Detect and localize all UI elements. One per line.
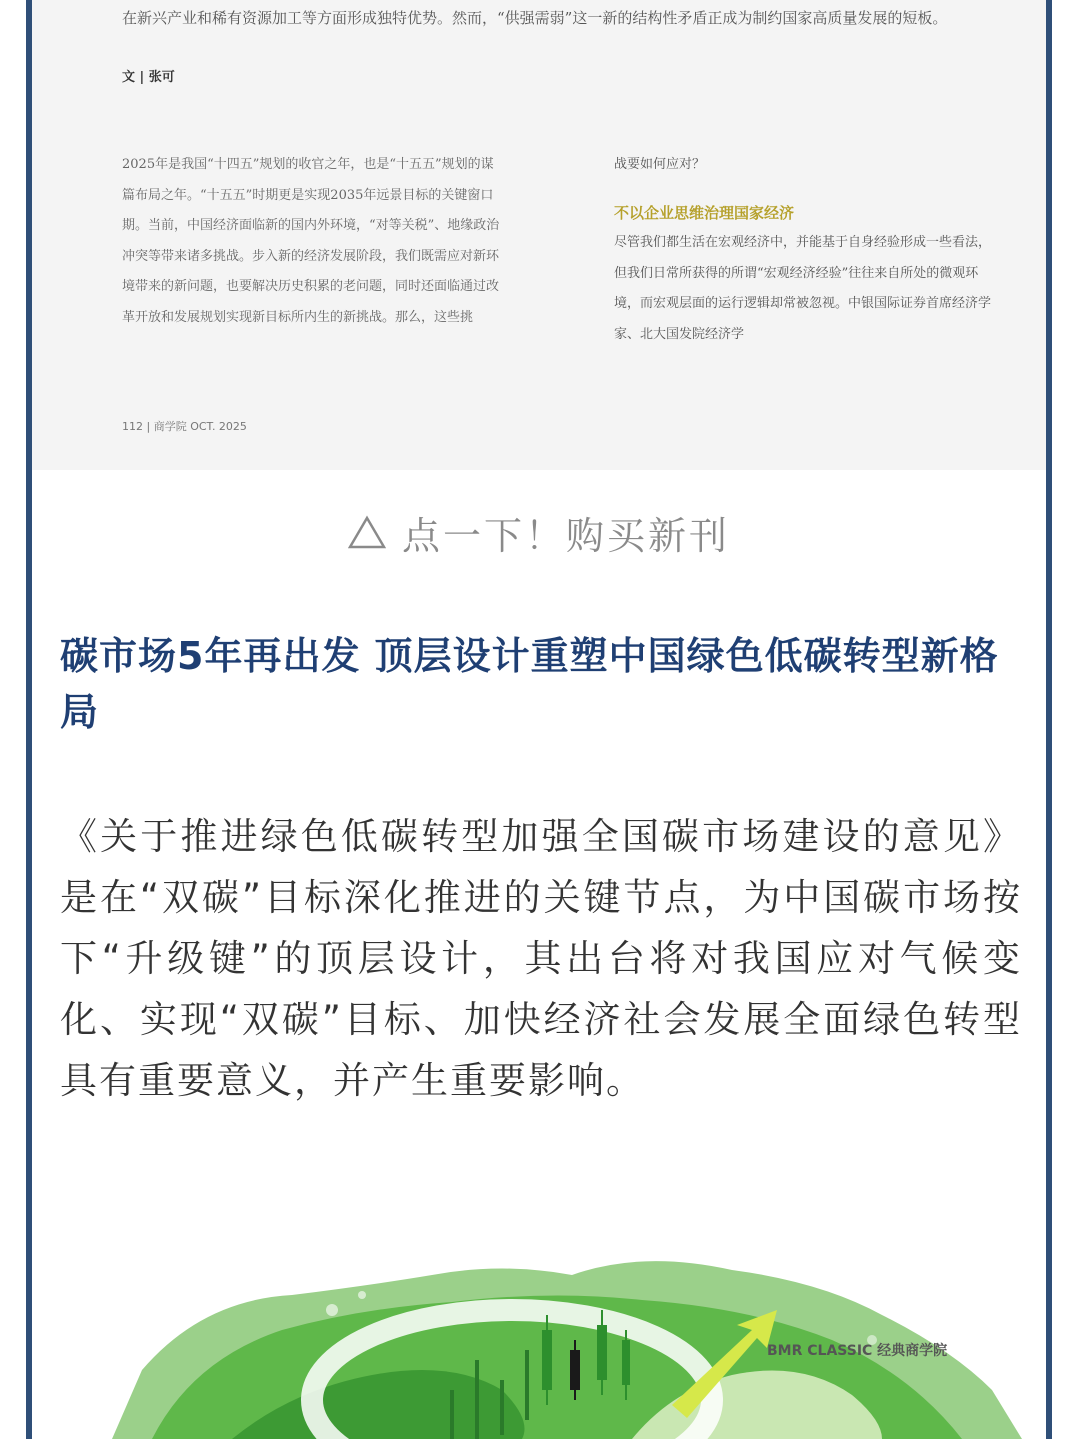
frame-border-right xyxy=(1046,0,1052,1439)
magazine-folio: 112 | 商学院 OCT. 2025 xyxy=(122,420,247,433)
cover-illustration-graphic xyxy=(32,1190,1046,1439)
magazine-subheading: 不以企业思维治理国家经济 xyxy=(614,203,795,222)
magazine-column-left: 2025年是我国“十四五”规划的收官之年，也是“十五五”规划的谋篇布局之年。“十五五”时期更是实现2035年远景目标的关键窗口期。当前，中国经济面临新的国内外环境，“对等关税”、地缘政治冲突等带来诸多挑战。步入新的经济发展阶段，我们既需应对新环境带来的新问题，也要解决历史积累的老问题，同时还面临通过改革开放和发展规划实现新目标所内生的新挑战。那么，这些挑 xyxy=(122,157,500,325)
magazine-byline: 文 | 张可 xyxy=(122,70,175,85)
triangle-up-icon xyxy=(348,514,386,558)
buy-link-label: 点一下！购买新刊 xyxy=(401,514,730,558)
magazine-column-right-body: 尽管我们都生活在宏观经济中，并能基于自身经验形成一些看法，但我们日常所获得的所谓“宏观经济经验”往往来自所处的微观环境，而宏观层面的运行逻辑却常被忽视。中银国际证券首席经济学家、北大国发院经济学 xyxy=(614,235,992,342)
cover-brand-mark: BMR CLASSIC 经典商学院 xyxy=(767,1343,948,1359)
article-lead-paragraph: 《关于推进绿色低碳转型加强全国碳市场建设的意见》是在“双碳”目标深化推进的关键节点，为中国碳市场按下“升级键”的顶层设计，其出台将对我国应对气候变化、实现“双碳”目标、加快经济社会发展全面绿色转型具有重要意义，并产生重要影响。 xyxy=(60,815,1022,1102)
buy-new-issue-link[interactable] xyxy=(32,505,1046,560)
magazine-intro: 在新兴产业和稀有资源加工等方面形成独特优势。然而，“供强需弱”这一新的结构性矛盾正成为制约国家高质量发展的短板。 xyxy=(122,9,948,27)
magazine-column-right xyxy=(614,150,996,350)
article-title: 碳市场5年再出发 顶层设计重塑中国绿色低碳转型新格局 xyxy=(60,634,999,734)
cover-illustration xyxy=(32,1190,1046,1439)
magazine-page-image xyxy=(32,0,1046,470)
magazine-column-right-top: 战要如何应对？ xyxy=(614,157,706,172)
